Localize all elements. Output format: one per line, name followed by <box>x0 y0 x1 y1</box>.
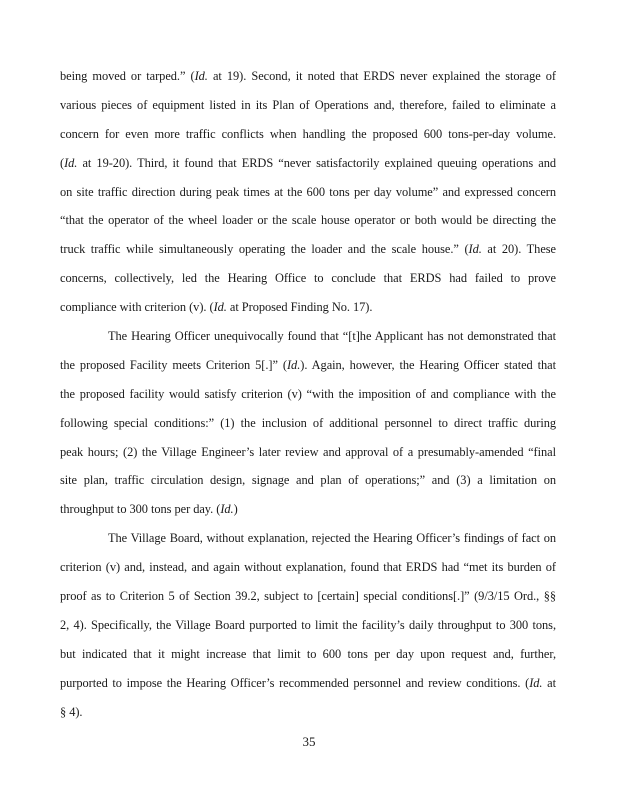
text-line: 2, 4). Specifically, the Village Board purported to limit the facility’s daily throughput to 300 tons, <box>60 617 556 632</box>
text-line: concern for even more traffic conflicts when handling the proposed 600 tons-per-day volume. <box>60 126 556 141</box>
text-line: (Id. at 19-20). Third, it found that ERDS “never satisfactorily explained queuing operations and <box>60 155 556 170</box>
text-line: criterion (v) and, instead, and again without explanation, found that ERDS had “met its burden of <box>60 560 556 575</box>
text-line: being moved or tarped.” (Id. at 19). Second, it noted that ERDS never explained the storage of <box>60 69 556 83</box>
text-line: The Hearing Officer unequivocally found that “[t]he Applicant has not demonstrated that <box>108 329 556 344</box>
text-line: “that the operator of the wheel loader or the scale house operator or both would be directing the <box>60 213 556 228</box>
text-line: the proposed Facility meets Criterion 5[.]” (Id.). Again, however, the Hearing Officer stated that <box>60 357 556 372</box>
text-line: concerns, collectively, led the Hearing Office to conclude that ERDS had failed to prove <box>60 271 556 286</box>
text-line: on site traffic direction during peak times at the 600 tons per day volume” and expressed concern <box>60 184 556 199</box>
document-body <box>60 62 556 726</box>
text-line: throughput to 300 tons per day. (Id.) <box>60 502 238 517</box>
text-line: following special conditions:” (1) the inclusion of additional personnel to direct traffic during <box>60 415 556 430</box>
text-line: The Village Board, without explanation, rejected the Hearing Officer’s findings of fact on <box>108 531 556 546</box>
text-line: the proposed facility would satisfy criterion (v) “with the imposition of and compliance with the <box>60 386 556 401</box>
text-line: purported to impose the Hearing Officer’s recommended personnel and review conditions. (Id. at <box>60 675 556 690</box>
text-line: but indicated that it might increase that limit to 600 tons per day upon request and, further, <box>60 646 556 661</box>
text-line: peak hours; (2) the Village Engineer’s later review and approval of a presumably-amended “final <box>60 444 556 459</box>
text-line: proof as to Criterion 5 of Section 39.2, subject to [certain] special conditions[.]” (9/3/15 Ord., §§ <box>60 589 556 604</box>
text-line: truck traffic while simultaneously operating the loader and the scale house.” (Id. at 20). These <box>60 242 556 257</box>
text-line: various pieces of equipment listed in its Plan of Operations and, therefore, failed to eliminate a <box>60 97 556 112</box>
text-line: site plan, traffic circulation design, signage and plan of operations;” and (3) a limitation on <box>60 473 556 488</box>
text-line: compliance with criterion (v). (Id. at Proposed Finding No. 17). <box>60 300 373 315</box>
page-number: 35 <box>302 734 316 749</box>
text-line: § 4). <box>60 704 83 719</box>
